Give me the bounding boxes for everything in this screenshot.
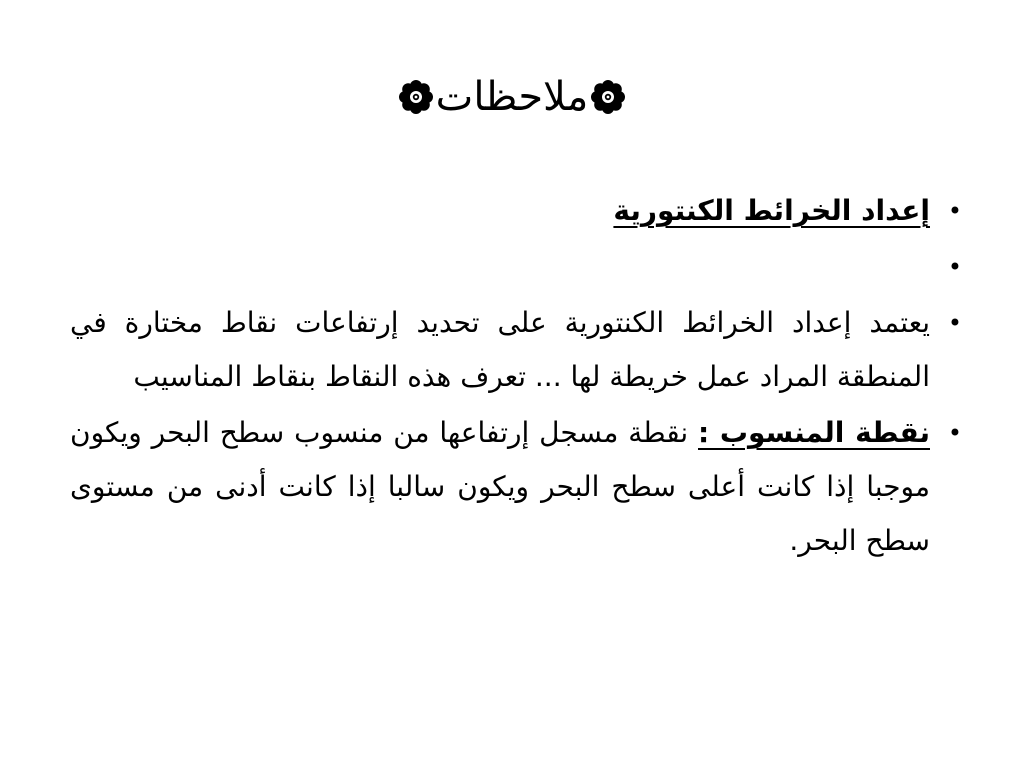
bullet-heading: إعداد الخرائط الكنتورية — [613, 194, 930, 227]
bullet-marker: • — [947, 197, 962, 225]
slide-title — [0, 62, 1024, 132]
flower-icon — [398, 79, 434, 115]
bullet-list — [70, 184, 962, 570]
bullet-text: يعتمد إعداد الخرائط الكنتورية على تحديد إرتفاعات نقاط مختارة في المنطقة المراد عمل خريطة لها ... تعرف هذه النقاط بنقاط المناسيب — [70, 306, 930, 393]
bullet-marker: • — [947, 309, 962, 337]
bullet-text: نقطة مسجل إرتفاعها من منسوب سطح البحر ويكون موجبا إذا كانت أعلى سطح البحر ويكون سالبا إذا كانت أدنى من مستوى سطح البحر. — [70, 416, 930, 557]
bullet-marker: • — [947, 253, 962, 281]
list-item — [70, 184, 962, 238]
list-item — [70, 240, 962, 294]
bullet-marker: • — [947, 419, 962, 447]
page-title: ملاحظات — [435, 74, 589, 120]
list-item — [70, 296, 962, 404]
flower-icon — [590, 79, 626, 115]
list-item — [70, 406, 962, 568]
bullet-heading: نقطة المنسوب : — [698, 416, 930, 449]
